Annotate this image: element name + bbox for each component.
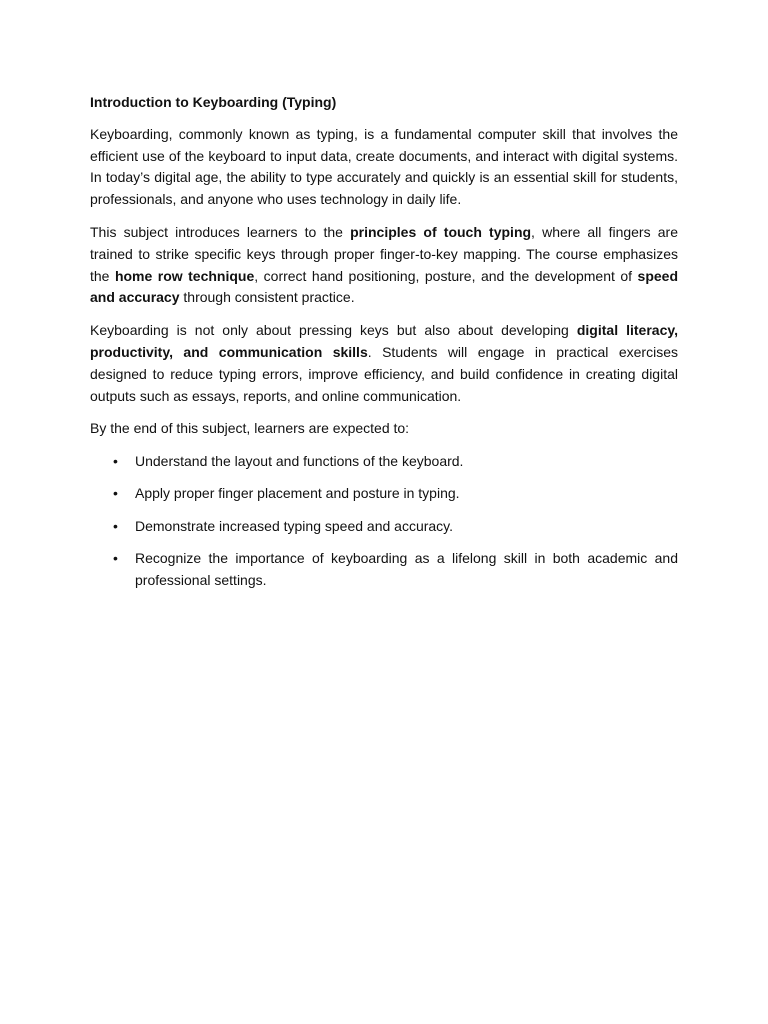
bold-phrase: speed and accuracy (90, 267, 679, 306)
list-item (113, 483, 678, 505)
bullet-icon: • (113, 453, 118, 470)
paragraph-text: , where all fingers are trained to strike specific keys through proper finger-to-key mapping. The course emphasizes the (90, 223, 678, 284)
bullet-icon: • (113, 485, 118, 502)
list-item-text: Apply proper finger placement and posture in typing. (135, 485, 460, 502)
document-page (90, 92, 678, 602)
paragraph-text: This subject introduces learners to the (90, 223, 351, 240)
outcomes-list (90, 451, 678, 591)
bullet-icon: • (113, 517, 118, 534)
list-item-text: Recognize the importance of keyboarding as a lifelong skill in both academic and professional settings. (135, 550, 678, 588)
paragraph-text: through consistent practice. (179, 289, 355, 306)
list-item-text: Demonstrate increased typing speed and accuracy. (135, 517, 454, 534)
list-item (113, 548, 678, 592)
paragraph-expectations: By the end of this subject, learners are expected to: (90, 420, 410, 437)
paragraph-touch-typing (90, 222, 678, 309)
paragraph-intro: Keyboarding, commonly known as typing, is a fundamental computer skill that involves the efficient use of the keyboard to input data, create documents, and interact with digital systems. In today’s digital age, the ability to type accurately and quickly is an essential skill for students, professionals, and anyone who uses technology in daily life. (90, 125, 678, 208)
list-item-text: Understand the layout and functions of the keyboard. (135, 453, 464, 470)
bold-phrase: digital literacy, productivity, and communication skills (90, 322, 678, 360)
paragraph-text: . Students will engage in practical exercises designed to reduce typing errors, improve efficiency, and build confidence in creating digital outputs such as essays, reports, and online communication. (90, 343, 678, 404)
bold-phrase: home row technique (114, 267, 255, 284)
paragraph-text: Keyboarding is not only about pressing keys but also about developing (90, 322, 577, 339)
paragraph-text: , correct hand positioning, posture, and the development of (254, 267, 638, 284)
bold-phrase: principles of touch typing (350, 223, 532, 240)
document-title: Introduction to Keyboarding (Typing) (90, 94, 337, 110)
bullet-icon: • (113, 550, 118, 567)
list-item (113, 516, 678, 538)
paragraph-digital-literacy (90, 320, 678, 407)
list-item (113, 451, 678, 473)
